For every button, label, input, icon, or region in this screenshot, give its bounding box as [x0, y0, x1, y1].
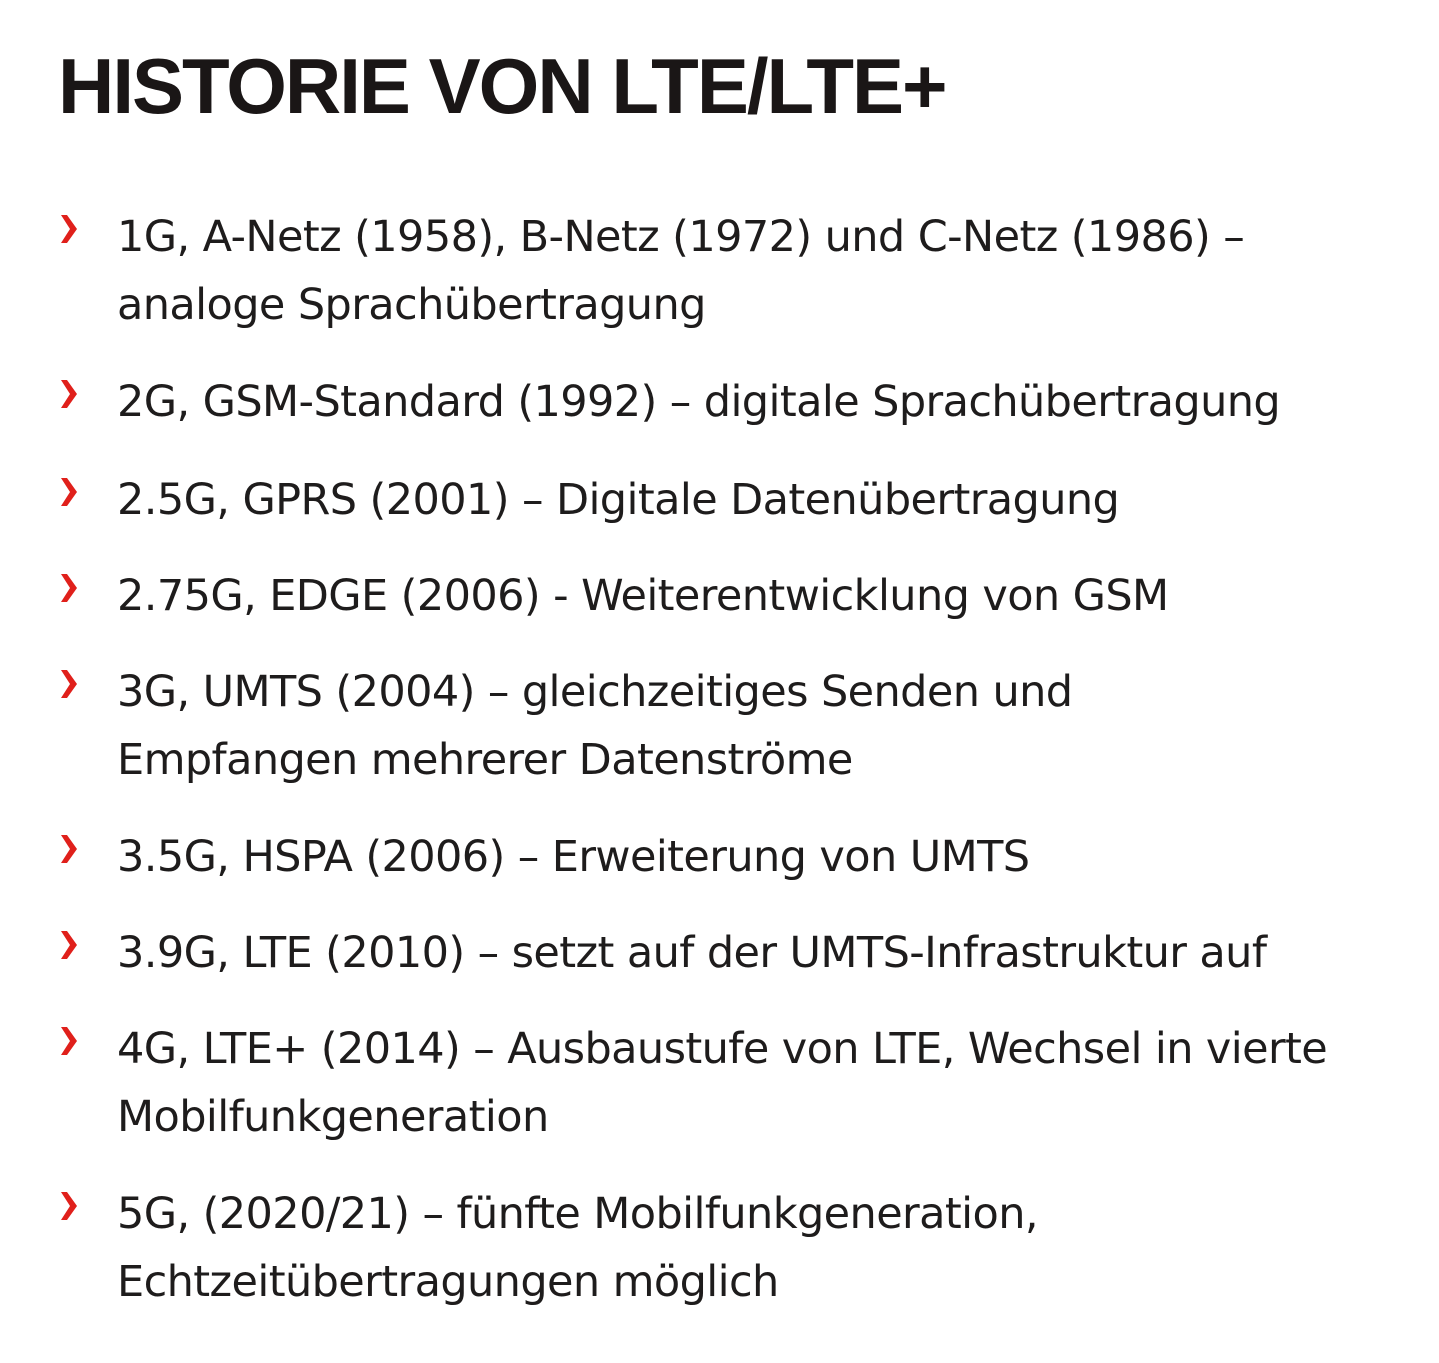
list-item-text — [117, 368, 1407, 436]
list-item-line: 5G, (2020/21) – fünfte Mobilfunkgeneration, — [117, 1189, 1038, 1239]
list-item-line: Empfangen mehrerer Datenströme — [117, 735, 853, 785]
chevron-right-icon — [58, 472, 80, 512]
list-item-text — [117, 466, 1407, 534]
chevron-right-icon — [58, 1021, 80, 1061]
list-item-line: 2.75G, EDGE (2006) - Weiterentwicklung von GSM — [117, 571, 1169, 621]
list-item-line: 3G, UMTS (2004) – gleichzeitiges Senden und — [117, 667, 1073, 717]
page-title: HISTORIE VON LTE/LTE+ — [58, 42, 946, 130]
chevron-right-icon — [58, 568, 80, 608]
chevron-right-icon — [58, 925, 80, 965]
list-item-line: 1G, A-Netz (1958), B-Netz (1972) und C-Netz (1986) – — [117, 212, 1245, 262]
list-item-text — [117, 1180, 1407, 1316]
list-item-line: 2G, GSM-Standard (1992) – digitale Sprachübertragung — [117, 377, 1281, 427]
list-item-line: 3.5G, HSPA (2006) – Erweiterung von UMTS — [117, 832, 1030, 882]
list-item-text — [117, 562, 1407, 630]
list-item-text — [117, 919, 1407, 987]
list-item-line: 3.9G, LTE (2010) – setzt auf der UMTS-Infrastruktur auf — [117, 928, 1267, 978]
list-item-text — [117, 658, 1407, 794]
chevron-right-icon — [58, 209, 80, 249]
list-item-text — [117, 1015, 1407, 1151]
chevron-right-icon — [58, 829, 80, 869]
chevron-right-icon — [58, 1186, 80, 1226]
list-item-line: analoge Sprachübertragung — [117, 280, 706, 330]
list-item-line: 4G, LTE+ (2014) – Ausbaustufe von LTE, Wechsel in vierte — [117, 1024, 1328, 1074]
list-item-line: 2.5G, GPRS (2001) – Digitale Datenübertragung — [117, 475, 1120, 525]
list-item-text — [117, 823, 1407, 891]
list-item-text — [117, 203, 1407, 339]
list-item-line: Mobilfunkgeneration — [117, 1092, 549, 1142]
chevron-right-icon — [58, 374, 80, 414]
chevron-right-icon — [58, 664, 80, 704]
list-item-line: Echtzeitübertragungen möglich — [117, 1257, 779, 1307]
